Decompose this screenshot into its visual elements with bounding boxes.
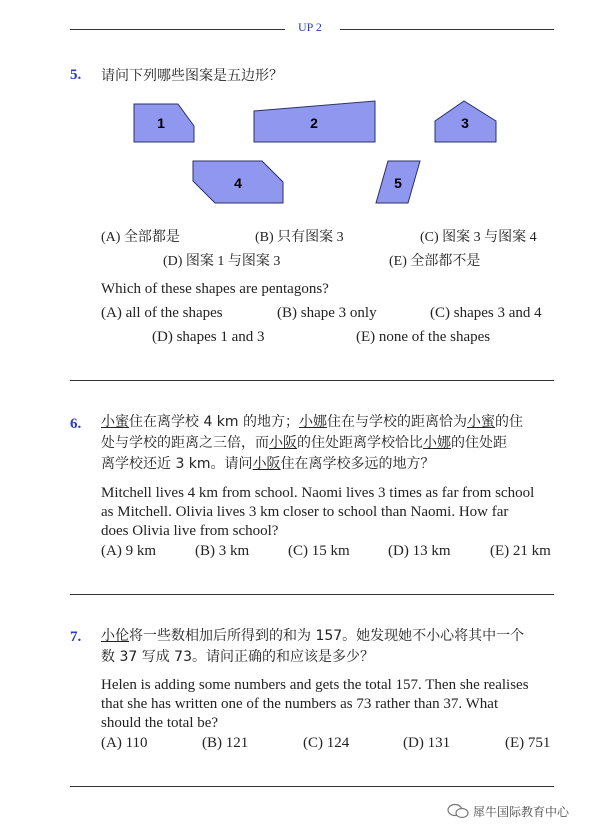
option-e: (E) 751 <box>505 735 551 751</box>
option-en-a: (A) all of the shapes <box>101 305 223 321</box>
option-en-c: (C) shapes 3 and 4 <box>430 305 542 321</box>
shape-3 <box>435 101 496 142</box>
option-d: (D) 13 km <box>388 543 451 559</box>
divider <box>70 786 554 787</box>
option-b: (B) 121 <box>202 735 249 751</box>
question-text-zh-line-2: 数 37 写成 73。请问正确的和应该是多少？ <box>101 649 374 665</box>
shape-5-label: 5 <box>394 175 402 191</box>
shape-1 <box>134 104 194 142</box>
name-olivia: 小阪 <box>252 456 281 472</box>
option-zh-c: (C) 图案 3 与图案 4 <box>420 230 537 245</box>
shape-4-label: 4 <box>234 175 242 191</box>
shape-1-label: 1 <box>157 115 165 131</box>
divider <box>70 380 554 381</box>
question-text-zh-line-3: 离学校还近 3 km。请问小阪住在离学校多远的地方？ <box>101 456 435 472</box>
question-text-en-line-2: that she has written one of the numbers as 73 rather than 37. What <box>101 696 499 712</box>
shape-4 <box>193 161 283 203</box>
name-olivia: 小阪 <box>269 435 297 451</box>
option-zh-e: (E) 全部都不是 <box>389 254 481 269</box>
shape-3-label: 3 <box>461 115 469 131</box>
option-en-b: (B) shape 3 only <box>277 305 377 321</box>
shapes-figure <box>0 0 615 215</box>
name-helen: 小伦 <box>101 628 129 644</box>
option-c: (C) 15 km <box>288 543 350 559</box>
shape-2-label: 2 <box>310 115 318 131</box>
question-number: 5. <box>70 67 82 83</box>
question-text-zh: 请问下列哪些图案是五边形？ <box>101 68 283 84</box>
option-zh-d: (D) 图案 1 与图案 3 <box>163 254 281 269</box>
question-number: 7. <box>70 629 82 645</box>
shape-5 <box>376 161 420 203</box>
name-naomi: 小娜 <box>299 414 328 430</box>
question-text-zh-line-1: 小伦将一些数相加后所得到的和为 157。她发现她不小心将其中一个 <box>101 628 525 644</box>
question-text-en: Which of these shapes are pentagons? <box>101 281 329 297</box>
page-header-title: UP 2 <box>298 20 322 34</box>
option-zh-a: (A) 全部都是 <box>101 230 180 245</box>
name-mitchell: 小蜜 <box>467 414 496 430</box>
question-text-en-line-1: Helen is adding some numbers and gets the total 157. Then she realises <box>101 677 529 693</box>
option-en-e: (E) none of the shapes <box>356 329 491 345</box>
option-d: (D) 131 <box>403 735 451 751</box>
option-a: (A) 9 km <box>101 543 156 559</box>
option-zh-b: (B) 只有图案 3 <box>255 230 344 245</box>
question-text-zh-line-1: 小蜜住在离学校 4 km 的地方；小娜住在与学校的距离恰为小蜜的住 <box>101 414 524 430</box>
question-text-en-line-2: as Mitchell. Olivia lives 3 km closer to school than Naomi. How far <box>101 504 509 520</box>
option-c: (C) 124 <box>303 735 350 751</box>
shape-2 <box>254 101 375 142</box>
question-text-en-line-3: should the total be? <box>101 715 219 731</box>
watermark-text: 犀牛国际教育中心 <box>473 805 570 819</box>
question-number: 6. <box>70 416 82 432</box>
question-text-en-line-1: Mitchell lives 4 km from school. Naomi lives 3 times as far from school <box>101 485 535 501</box>
question-text-en-line-3: does Olivia live from school? <box>101 523 279 539</box>
option-e: (E) 21 km <box>490 543 551 559</box>
divider <box>70 594 554 595</box>
name-mitchell: 小蜜 <box>101 414 129 430</box>
wechat-icon <box>447 803 469 819</box>
option-a: (A) 110 <box>101 735 148 751</box>
question-text-zh-line-2: 处与学校的距离之三倍，而小阪的住处距离学校恰比小娜的住处距 <box>101 435 507 451</box>
option-b: (B) 3 km <box>195 543 250 559</box>
name-naomi: 小娜 <box>423 435 451 451</box>
option-en-d: (D) shapes 1 and 3 <box>152 329 265 345</box>
